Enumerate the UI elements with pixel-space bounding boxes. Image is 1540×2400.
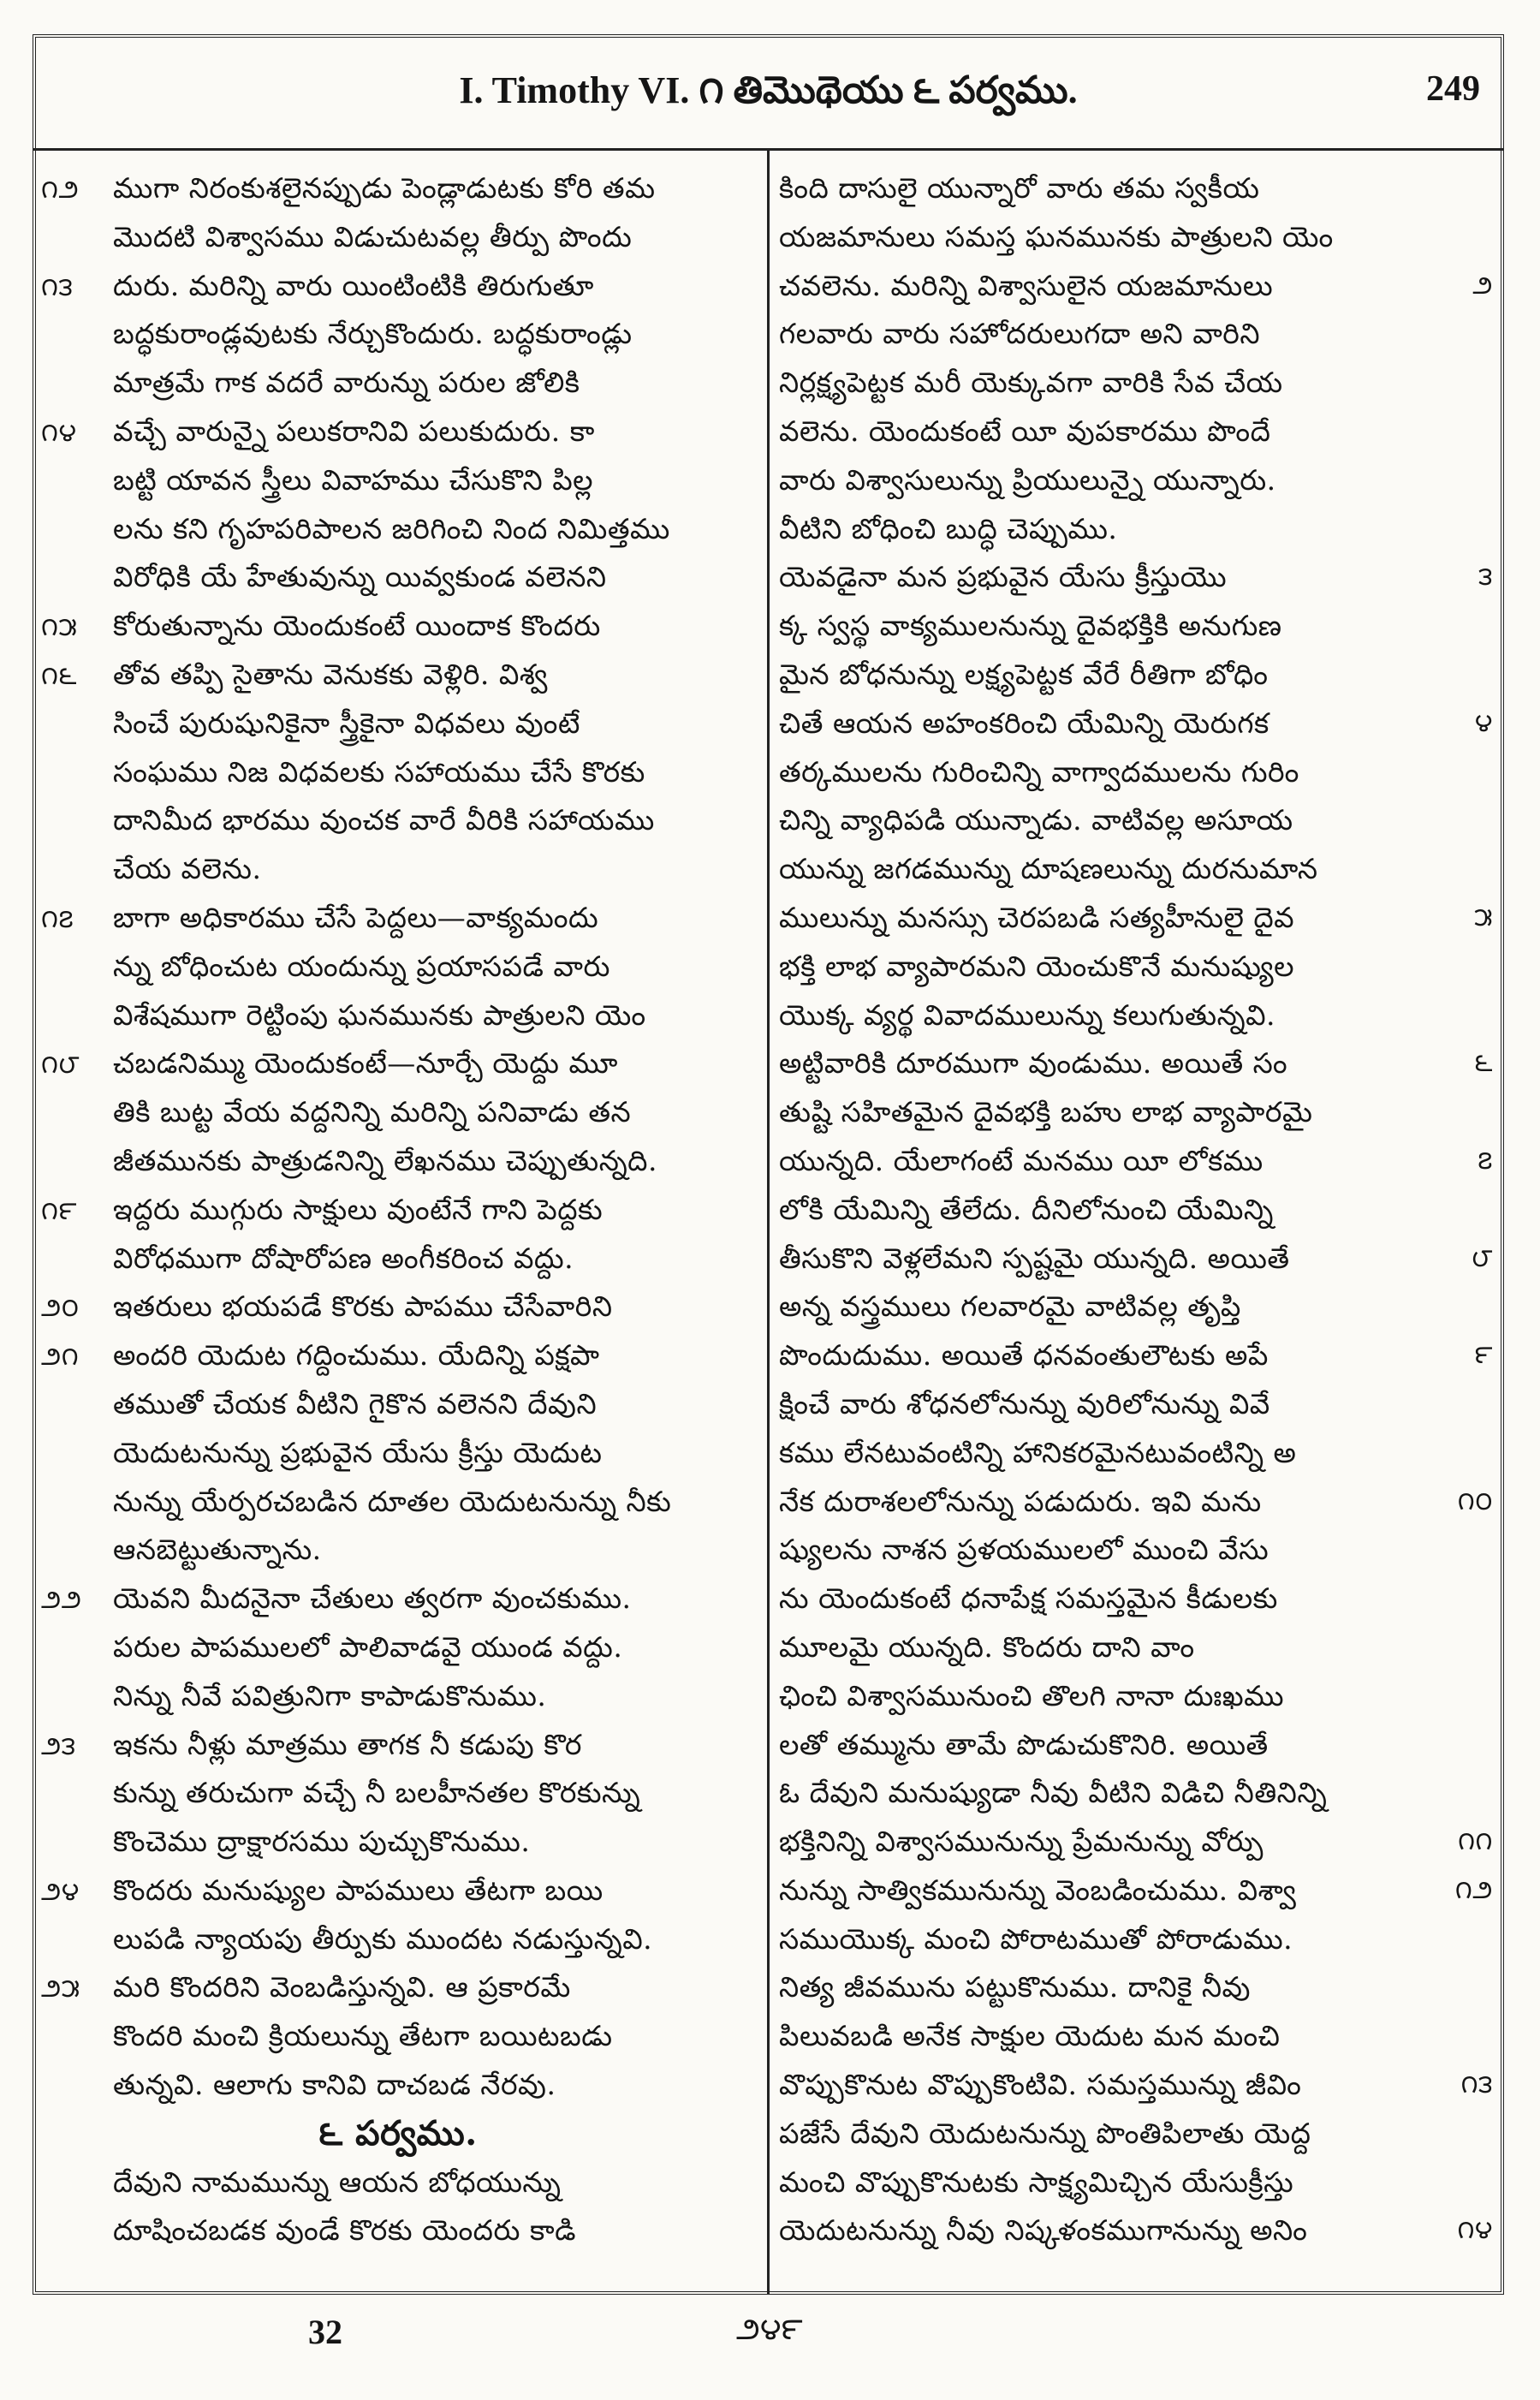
verse-number: ౬ — [1474, 1048, 1493, 1079]
line-text: యజమానులు సమస్త ఘనమునకు పాత్రులని యెం — [779, 219, 1334, 253]
verse-number: ౧౪ — [41, 417, 77, 448]
line-text: మూలమై యున్నది. కొందరు దాని వాం — [779, 1629, 1195, 1664]
line-text: యున్నది. యేలాగంటే మనము యీ లోకము — [779, 1143, 1264, 1177]
verse-number: ౨౩ — [41, 1730, 76, 1761]
column-divider — [767, 151, 770, 2295]
line-text: దూషించబడక వుండే కొరకు యెందరు కాడి — [113, 2213, 576, 2248]
line-text: దేవుని నామమున్ను ఆయన బోధయున్ను — [113, 2165, 562, 2199]
text-line — [779, 1478, 1496, 1527]
line-text: సముయొక్క మంచి పోరాటముతో పోరాడుము. — [779, 1921, 1293, 1956]
verse-number: ౨౧ — [41, 1342, 80, 1373]
text-line — [779, 1575, 1496, 1623]
signature-mark: 32 — [308, 2313, 342, 2351]
line-text: తుష్టి సహితమైన దైవభక్తి బహు లాభ వ్యాపారమై — [779, 1095, 1313, 1129]
line-text: ఇతరులు భయపడే కొరకు పాపము చేసేవారిని — [113, 1289, 613, 1324]
line-text: పజేసే దేవుని యెదుటనున్ను పొంతిపిలాతు యెద్ద — [779, 2116, 1311, 2150]
text-line — [41, 1283, 755, 1331]
line-text: భక్తి లాభ వ్యాపారమని యెంచుకొనే మనుష్యుల — [779, 949, 1295, 983]
verse-number: ౩ — [1478, 562, 1493, 593]
line-text: తీసుకొని వెళ్లలేమని స్పష్టమై యున్నది. అయితే — [779, 1241, 1290, 1275]
text-line — [779, 1769, 1496, 1818]
line-text: ష్యులను నాశన ప్రళయములలో ముంచి వేసు — [779, 1533, 1269, 1567]
line-text: విశేషముగా రెట్టింపు ఘనమునకు పాత్రులని యెం — [113, 998, 646, 1032]
line-text: వీటిని బోధించి బుద్ధి చెప్పుము. — [779, 511, 1118, 545]
line-text: వారు విశ్వాసులున్ను ప్రియులున్నై యున్నారు. — [779, 462, 1276, 497]
text-line — [41, 1380, 755, 1429]
text-line — [779, 2159, 1496, 2207]
text-line — [41, 1429, 755, 1478]
verse-number: ౨౨ — [41, 1585, 82, 1616]
text-line — [41, 992, 755, 1040]
text-line — [41, 1088, 755, 1137]
line-text: అందరి యెదుట గద్దించుము. యేదిన్ని పక్షపా — [113, 1338, 600, 1373]
line-text: చబడనిమ్ము యెందుకంటే—నూర్చే యెద్దు మూ — [113, 1046, 618, 1081]
line-text: ఇద్దరు ముగ్గురు సాక్షులు వుంటేనే గాని పెద్దకు — [113, 1192, 604, 1226]
text-line — [41, 1039, 755, 1088]
text-line — [779, 894, 1496, 943]
line-text: ఛించి విశ్వాసమునుంచి తొలగి నానా దుఃఖము — [779, 1678, 1284, 1712]
running-title: I. Timothy VI. ౧ తిమొథెయు ౬ పర్వము. — [459, 69, 1078, 111]
line-text: దానిమీద భారము వుంచక వారే వీరికి సహాయము — [113, 803, 655, 837]
line-text: బట్టి యావన స్త్రీలు వివాహము చేసుకొని పిల్ల — [113, 462, 594, 497]
line-text: మైన బోధనున్ను లక్ష్యపెట్టక వేరే రీతిగా బోధిం — [779, 657, 1269, 691]
verse-number: ౧౨ — [1454, 1874, 1493, 1905]
text-line — [41, 1235, 755, 1283]
line-text: విరోధికి యే హేతువున్ను యివ్వకుండ వలెనని — [113, 560, 607, 594]
text-line — [41, 164, 755, 213]
text-line — [41, 2159, 755, 2207]
text-line — [779, 1623, 1496, 1672]
text-line — [779, 1915, 1496, 1964]
line-text: బద్ధకురాండ్లవుటకు నేర్చుకొందురు. బద్ధకురాండ్లు — [113, 317, 633, 351]
line-text: యెదుటనున్ను నీవు నిష్కళంకముగానున్ను అనిం — [779, 2213, 1308, 2248]
text-line — [41, 553, 755, 602]
text-line — [779, 748, 1496, 797]
line-text: అట్టివారికి దూరముగా వుండుము. అయితే సం — [779, 1046, 1288, 1081]
text-line — [41, 1963, 755, 2012]
text-line — [41, 748, 755, 797]
line-text: నేక దురాశలలోనున్ను పడుదురు. ఇవి మను — [779, 1484, 1262, 1518]
line-text: బాగా అధికారము చేసే పెద్దలు—వాక్యమందు — [113, 900, 599, 934]
text-line — [41, 1186, 755, 1235]
line-text: యొక్క వ్యర్థ వివాదములున్ను కలుగుతున్నవి. — [779, 998, 1276, 1032]
line-text: కోరుతున్నాను యెందుకంటే యిందాక కొందరు — [113, 609, 601, 643]
text-line — [41, 1818, 755, 1867]
text-line — [779, 1526, 1496, 1575]
text-line — [779, 408, 1496, 456]
verse-number: ౧౮ — [41, 1050, 80, 1081]
line-text: మంచి వొప్పుకొనుటకు సాక్ష్యమిచ్చిన యేసుక్రీస్తు — [779, 2165, 1294, 2199]
text-line — [41, 408, 755, 456]
text-line — [41, 651, 755, 700]
text-line — [779, 359, 1496, 408]
line-text: నిన్ను నీవే పవిత్రునిగా కాపాడుకొనుము. — [113, 1678, 547, 1712]
text-line — [41, 602, 755, 651]
right-column — [779, 164, 1496, 2279]
text-line — [779, 1039, 1496, 1088]
text-line — [41, 456, 755, 505]
text-line — [779, 1818, 1496, 1867]
text-line — [779, 943, 1496, 992]
line-text: సించే పురుషునికైనా స్త్రీకైనా విధవలు వుంటే — [113, 706, 580, 740]
text-line — [779, 1186, 1496, 1235]
text-line — [779, 1235, 1496, 1283]
line-text: చవలెను. మరిన్ని విశ్వాసులైన యజమానులు — [779, 268, 1274, 302]
text-line — [41, 1478, 755, 1527]
text-line — [779, 2206, 1496, 2255]
line-text: లను కని గృహపరిపాలన జరిగించి నింద నిమిత్తము — [113, 511, 670, 545]
text-line — [41, 845, 755, 894]
line-text: యెవడైనా మన ప్రభువైన యేసు క్రీస్తుయొ — [779, 560, 1228, 594]
text-line — [779, 700, 1496, 748]
section-heading: ౬ పర్వము. — [318, 2112, 478, 2153]
verse-number: ౪ — [1474, 707, 1493, 738]
line-text: పరుల పాపములలో పాలివాడవై యుండ వద్దు. — [113, 1629, 623, 1664]
line-text: చిన్ని వ్యాధిపడి యున్నాడు. వాటివల్ల అసూయ — [779, 803, 1293, 837]
text-line — [41, 1623, 755, 1672]
text-line — [779, 262, 1496, 311]
line-text: జీతమునకు పాత్రుడనిన్ని లేఖనము చెప్పుతున్నది. — [113, 1143, 657, 1177]
line-text: సంఘము నిజ విధవలకు సహాయము చేసే కొరకు — [113, 754, 645, 789]
line-text: కొంచెము ద్రాక్షారసము పుచ్చుకొనుము. — [113, 1825, 531, 1859]
text-line — [41, 2206, 755, 2255]
text-line — [41, 1575, 755, 1623]
line-text: వొప్పుకొనుట వొప్పుకొంటివి. సమస్తమున్ను జీవిం — [779, 2068, 1302, 2102]
verse-number: ౧౯ — [41, 1195, 77, 1226]
verse-number: ౧౩ — [41, 271, 74, 302]
line-text: లుపడి న్యాయపు తీర్పుకు ముందట నడుస్తున్నవి. — [113, 1921, 653, 1956]
verse-number: ౨ — [1472, 270, 1493, 301]
line-text: మాత్రమే గాక వదరే వారున్ను పరుల జోలికి — [113, 366, 580, 400]
line-text: విరోధముగా దోషారోపణ అంగీకరించ వద్దు. — [113, 1241, 574, 1275]
text-line — [779, 456, 1496, 505]
line-text: ఆనబెట్టుతున్నాను. — [113, 1533, 322, 1567]
text-line — [779, 2110, 1496, 2159]
text-line — [779, 1137, 1496, 1186]
line-text: కింది దాసులై యున్నారో వారు తమ స్వకీయ — [779, 171, 1260, 205]
line-text: యెవని మీదనైనా చేతులు త్వరగా వుంచకుము. — [113, 1581, 632, 1616]
line-text: క్క స్వస్థ వాక్యములనున్ను దైవభక్తికి అనుగుణ — [779, 609, 1282, 643]
verse-number: ౮ — [1472, 1242, 1493, 1273]
verse-number: ౯ — [1474, 1340, 1493, 1371]
line-text: దురు. మరిన్ని వారు యింటింటికి తిరుగుతూ — [113, 268, 594, 302]
text-line — [41, 310, 755, 359]
verse-number: ౧౨ — [41, 175, 80, 205]
text-line — [41, 894, 755, 943]
verse-number: ౨౪ — [41, 1876, 80, 1907]
text-line — [779, 845, 1496, 894]
line-text: పొందుదుము. అయితే ధనవంతులౌటకు అపే — [779, 1338, 1269, 1373]
line-text: నిత్య జీవమును పట్టుకొనుము. దానికై నీవు — [779, 1970, 1251, 2004]
line-text: కున్ను తరుచుగా వచ్చే నీ బలహీనతల కొరకున్ను — [113, 1776, 641, 1810]
text-line — [779, 992, 1496, 1040]
line-text: నున్ను యేర్పరచబడిన దూతల యెదుటనున్ను నీకు — [113, 1484, 672, 1518]
line-text: అన్న వస్త్రములు గలవారమై వాటివల్ల తృప్తి — [779, 1289, 1241, 1324]
line-text: వచ్చే వారున్నై పలుకరానివి పలుకుదురు. కా — [113, 414, 595, 448]
text-line — [41, 359, 755, 408]
line-text: కొందరు మనుష్యుల పాపములు తేటగా బయి — [113, 1873, 604, 1907]
verse-number: ౧౩ — [1460, 2069, 1493, 2100]
verse-number: ౧౪ — [1457, 2215, 1493, 2246]
text-line — [41, 796, 755, 845]
line-text: తున్నవి. ఆలాగు కానివి దాచబడ నేరవు. — [113, 2068, 556, 2102]
text-line — [779, 602, 1496, 651]
line-text: చితే ఆయన అహంకరించి యేమిన్ని యెరుగక — [779, 706, 1269, 740]
line-text: మరి కొందరిని వెంబడిస్తున్నవి. ఆ ప్రకారమే — [113, 1970, 571, 2004]
text-line — [41, 2012, 755, 2061]
verse-number: ౧౦ — [1457, 1486, 1493, 1516]
telugu-page-number: ౨౪౯ — [736, 2312, 803, 2347]
line-text: తోవ తప్పి సైతాను వెనుకకు వెళ్లిరి. విశ్వ — [113, 657, 548, 691]
text-line — [41, 1137, 755, 1186]
text-line — [779, 213, 1496, 262]
text-line — [41, 1721, 755, 1770]
page-header — [33, 34, 1504, 151]
verse-number: ౧౭ — [41, 903, 74, 934]
verse-number: ౧౧ — [1458, 1826, 1493, 1857]
line-text: వలెను. యెందుకంటే యీ వుపకారము పొందే — [779, 414, 1271, 448]
line-text: గలవారు వారు సహోదరులుగదా అని వారిని — [779, 317, 1261, 351]
line-text: చేయ వలెను. — [113, 852, 262, 886]
text-line — [41, 1867, 755, 1915]
text-line — [779, 164, 1496, 213]
line-text: యెదుటనున్ను ప్రభువైన యేసు క్రీస్తు యెదుట — [113, 1435, 603, 1469]
text-line — [779, 2061, 1496, 2110]
line-text: కము లేనటువంటిన్ని హానికరమైనటువంటిన్ని అ — [779, 1435, 1297, 1469]
verse-number: ౧౫ — [41, 612, 78, 643]
text-line — [779, 1088, 1496, 1137]
line-text: ఓ దేవుని మనుష్యుడా నీవు వీటిని విడిచి నీతినిన్ని — [779, 1776, 1328, 1810]
text-line — [779, 651, 1496, 700]
line-text: ములున్ను మనస్సు చెరపబడి సత్యహీనులై దైవ — [779, 900, 1295, 934]
page-number: 249 — [1426, 69, 1480, 109]
text-line — [779, 1331, 1496, 1380]
text-line — [41, 1672, 755, 1721]
text-line — [41, 1526, 755, 1575]
text-line — [41, 2061, 755, 2110]
text-line — [41, 505, 755, 554]
line-text: ఇకను నీళ్లు మాత్రము తాగక నీ కడుపు కొర — [113, 1727, 582, 1761]
line-text: యున్ను జగడమున్ను దూషణలున్ను దురనుమాన — [779, 852, 1318, 886]
line-text: భక్తినిన్ని విశ్వాసమునున్ను ప్రేమనున్ను వోర్పు — [779, 1825, 1264, 1859]
line-text: ముగా నిరంకుశలైనప్పుడు పెండ్లాడుటకు కోరి తమ — [113, 171, 656, 205]
line-text: ను యెందుకంటే ధనాపేక్ష సమస్తమైన కీడులకు — [779, 1581, 1278, 1616]
text-line — [779, 1283, 1496, 1331]
text-line — [779, 1429, 1496, 1478]
verse-number: ౨౫ — [41, 1974, 80, 2004]
text-line — [779, 1672, 1496, 1721]
text-line — [41, 1331, 755, 1380]
text-line — [779, 310, 1496, 359]
line-text: కొందరి మంచి క్రియలున్ను తేటగా బయిటబడు — [113, 2019, 613, 2053]
text-line — [779, 505, 1496, 554]
text-line — [41, 213, 755, 262]
verse-number: ౧౬ — [41, 660, 77, 691]
line-text: క్షించే వారు శోధనలోనున్ను వురిలోనున్ను వివే — [779, 1386, 1270, 1420]
verse-number: ౫ — [1474, 902, 1493, 932]
text-line — [41, 943, 755, 992]
line-text: న్ను బోధించుట యందున్ను ప్రయాసపడే వారు — [113, 949, 610, 983]
text-line — [779, 1963, 1496, 2012]
line-text: తికి బుట్ట వేయ వద్దనిన్ని మరిన్ని పనివాడు తన — [113, 1095, 632, 1129]
text-line — [779, 2012, 1496, 2061]
line-text: నిర్లక్ష్యపెట్టక మరీ యెక్కువగా వారికి సేవ చేయ — [779, 366, 1283, 400]
text-line — [779, 1380, 1496, 1429]
text-line — [41, 700, 755, 748]
text-line — [41, 1769, 755, 1818]
line-text: లతో తమ్మును తామే పొడుచుకొనిరి. అయితే — [779, 1727, 1269, 1761]
line-text: నున్ను సాత్వికమునున్ను వెంబడించుము. విశ్వా — [779, 1873, 1297, 1907]
line-text: మొదటి విశ్వాసము విడుచుటవల్ల తీర్పు పొందు — [113, 219, 633, 253]
line-text: తర్కములను గురించిన్ని వాగ్వాదములను గురిం — [779, 754, 1299, 789]
text-line — [41, 1915, 755, 1964]
verse-number: ౨౦ — [41, 1293, 80, 1324]
text-line — [779, 796, 1496, 845]
text-line — [779, 1867, 1496, 1915]
text-line — [779, 553, 1496, 602]
line-text: లోకి యేమిన్ని తేలేదు. దీనిలోనుంచి యేమిన్ని — [779, 1192, 1274, 1226]
text-line — [41, 262, 755, 311]
left-column — [41, 164, 755, 2279]
verse-number: ౭ — [1478, 1145, 1493, 1176]
text-line — [779, 1721, 1496, 1770]
line-text: పిలువబడి అనేక సాక్షుల యెదుట మన మంచి — [779, 2019, 1281, 2053]
line-text: తముతో చేయక వీటిని గైకొన వలెనని దేవుని — [113, 1386, 598, 1420]
page-footer — [0, 2312, 1540, 2363]
